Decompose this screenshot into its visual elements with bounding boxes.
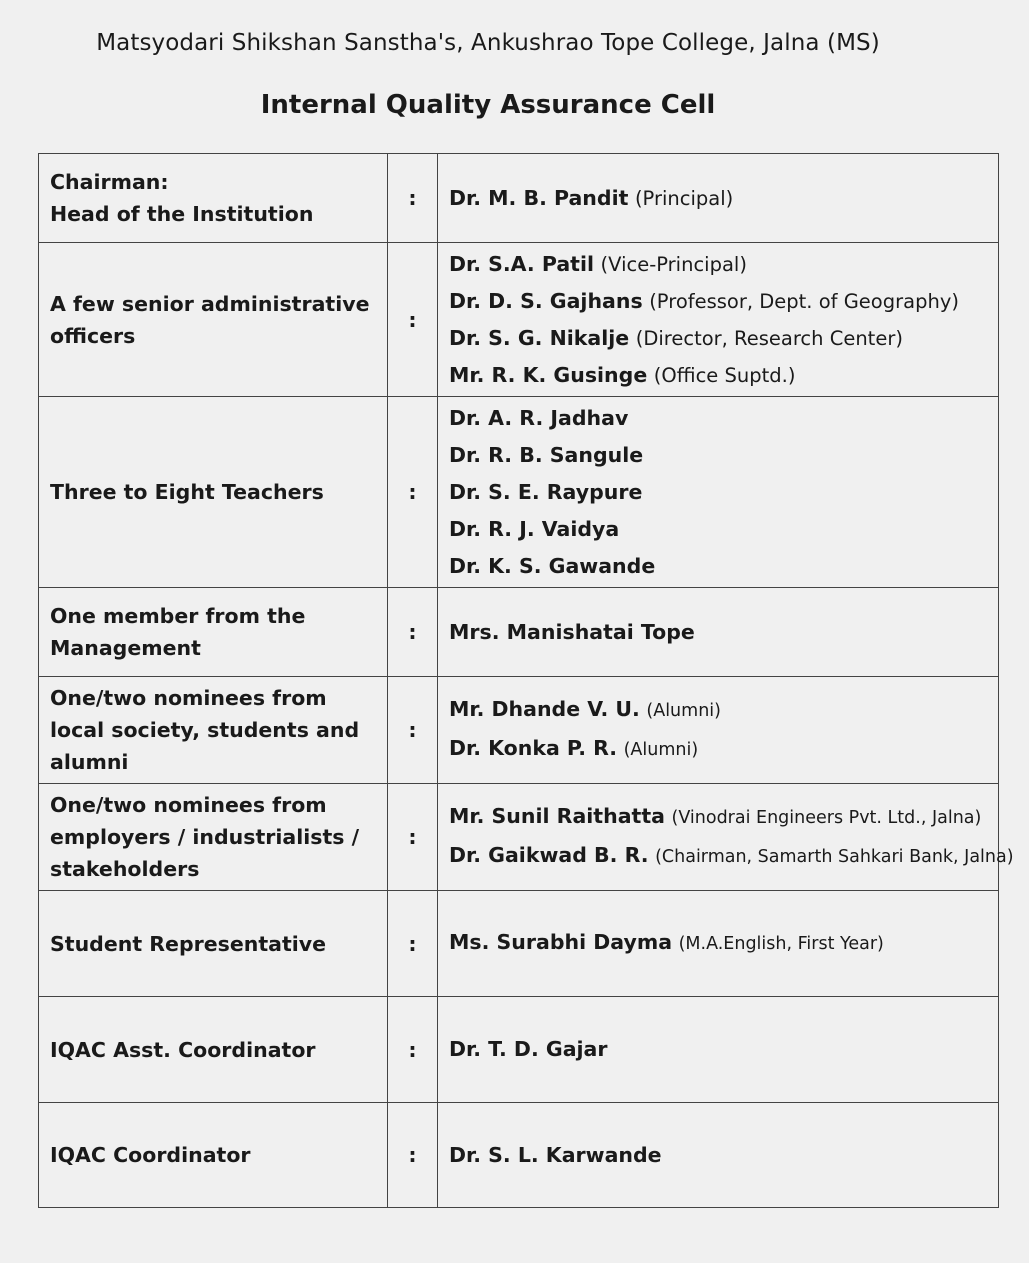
- separator-colon: :: [388, 243, 438, 397]
- member-name: Dr. K. S. Gawande: [449, 553, 656, 578]
- member-entry: [449, 730, 998, 769]
- member-designation: (Director, Research Center): [635, 326, 903, 350]
- role-label: stakeholders: [50, 857, 200, 881]
- college-name: Matsyodari Shikshan Sanstha's, Ankushrao Tope College, Jalna (MS): [96, 30, 880, 56]
- member-designation: (Alumni): [623, 740, 699, 760]
- member-entry: [449, 511, 998, 548]
- member-name: Dr. S.A. Patil: [449, 251, 595, 276]
- member-designation: (Vinodrai Engineers Pvt. Ltd., Jalna): [671, 808, 982, 828]
- role-label: IQAC Asst. Coordinator: [50, 1037, 316, 1062]
- member-designation: (Chairman, Samarth Sahkari Bank, Jalna): [655, 847, 1014, 867]
- members-cell: [438, 397, 999, 588]
- member-entry: [449, 400, 998, 437]
- role-label: local society, students and: [50, 718, 360, 742]
- table-row: [39, 397, 999, 588]
- member-entry: [449, 180, 998, 217]
- member-entry: [449, 437, 998, 474]
- role-cell: [39, 154, 388, 243]
- role-cell: [39, 397, 388, 588]
- member-entry: [449, 1031, 998, 1068]
- role-label: employers / industrialists /: [50, 825, 360, 849]
- member-name: Mr. Sunil Raithatta: [449, 804, 665, 828]
- member-name: Dr. R. J. Vaidya: [449, 516, 620, 541]
- role-label: A few senior administrative: [50, 291, 370, 316]
- role-label: Management: [50, 636, 201, 660]
- role-label: One/two nominees from: [50, 793, 327, 817]
- members-cell: [438, 784, 1014, 891]
- separator-colon: :: [388, 588, 438, 677]
- member-entry: [449, 548, 998, 585]
- role-label: One member from the: [50, 604, 306, 628]
- member-entry: [449, 691, 998, 730]
- separator-colon: :: [388, 997, 438, 1103]
- member-name: Dr. M. B. Pandit: [449, 185, 629, 210]
- member-designation: (Professor, Dept. of Geography): [649, 289, 959, 313]
- member-entry: [449, 246, 998, 283]
- members-cell: [438, 154, 999, 243]
- table-row: [39, 154, 999, 243]
- member-designation: (Principal): [634, 186, 734, 210]
- member-entry: [449, 614, 998, 651]
- member-designation: (Vice-Principal): [600, 252, 747, 276]
- role-label: Three to Eight Teachers: [50, 480, 324, 504]
- role-cell: [39, 784, 388, 891]
- member-name: Dr. D. S. Gajhans: [449, 288, 643, 313]
- member-entry: [449, 1137, 998, 1174]
- members-cell: [438, 588, 999, 677]
- members-cell: [438, 1103, 999, 1208]
- member-entry: [449, 924, 998, 963]
- separator-colon: :: [388, 1103, 438, 1208]
- table-row: [39, 588, 999, 677]
- role-label: officers: [50, 323, 136, 348]
- separator-colon: :: [388, 397, 438, 588]
- member-entry: [449, 837, 1014, 876]
- member-designation: (M.A.English, First Year): [678, 934, 884, 954]
- role-label: Chairman:: [50, 170, 169, 194]
- member-name: Dr. R. B. Sangule: [449, 442, 644, 467]
- table-row: [39, 1103, 999, 1208]
- separator-colon: :: [388, 677, 438, 784]
- role-cell: [39, 997, 388, 1103]
- member-name: Mrs. Manishatai Tope: [449, 619, 695, 644]
- table-row: [39, 784, 999, 891]
- member-entry: [449, 283, 998, 320]
- member-name: Ms. Surabhi Dayma: [449, 930, 673, 954]
- members-cell: [438, 677, 999, 784]
- page-title: Internal Quality Assurance Cell: [260, 90, 716, 120]
- member-name: Dr. Gaikwad B. R.: [449, 843, 649, 867]
- member-entry: [449, 357, 998, 394]
- separator-colon: :: [388, 891, 438, 997]
- member-entry: [449, 320, 998, 357]
- role-cell: [39, 588, 388, 677]
- role-cell: [39, 891, 388, 997]
- member-name: Mr. R. K. Gusinge: [449, 362, 648, 387]
- member-name: Dr. S. L. Karwande: [449, 1142, 662, 1167]
- table-body: [39, 154, 1014, 1208]
- member-name: Dr. Konka P. R.: [449, 736, 618, 760]
- role-label: alumni: [50, 750, 129, 774]
- members-cell: [438, 891, 999, 997]
- member-entry: [449, 798, 998, 837]
- table-row: [39, 243, 999, 397]
- role-label: IQAC Coordinator: [50, 1143, 251, 1167]
- member-name: Dr. S. G. Nikalje: [449, 325, 630, 350]
- separator-colon: :: [388, 784, 438, 891]
- member-name: Mr. Dhande V. U.: [449, 697, 640, 721]
- table-row: [39, 891, 999, 997]
- member-name: Dr. A. R. Jadhav: [449, 405, 629, 430]
- member-designation: (Alumni): [646, 701, 721, 721]
- members-cell: [438, 243, 999, 397]
- role-cell: [39, 243, 388, 397]
- member-designation: (Office Suptd.): [653, 363, 796, 387]
- member-entry: [449, 474, 998, 511]
- members-cell: [438, 997, 999, 1103]
- table-row: [39, 997, 999, 1103]
- table-row: [39, 677, 999, 784]
- role-label: Head of the Institution: [50, 202, 314, 226]
- member-name: Dr. S. E. Raypure: [449, 479, 643, 504]
- role-label: Student Representative: [50, 931, 327, 956]
- role-cell: [39, 1103, 388, 1208]
- separator-colon: :: [388, 154, 438, 243]
- iqac-members-table: [38, 153, 1014, 1208]
- role-label: One/two nominees from: [50, 686, 327, 710]
- role-cell: [39, 677, 388, 784]
- member-name: Dr. T. D. Gajar: [449, 1037, 608, 1061]
